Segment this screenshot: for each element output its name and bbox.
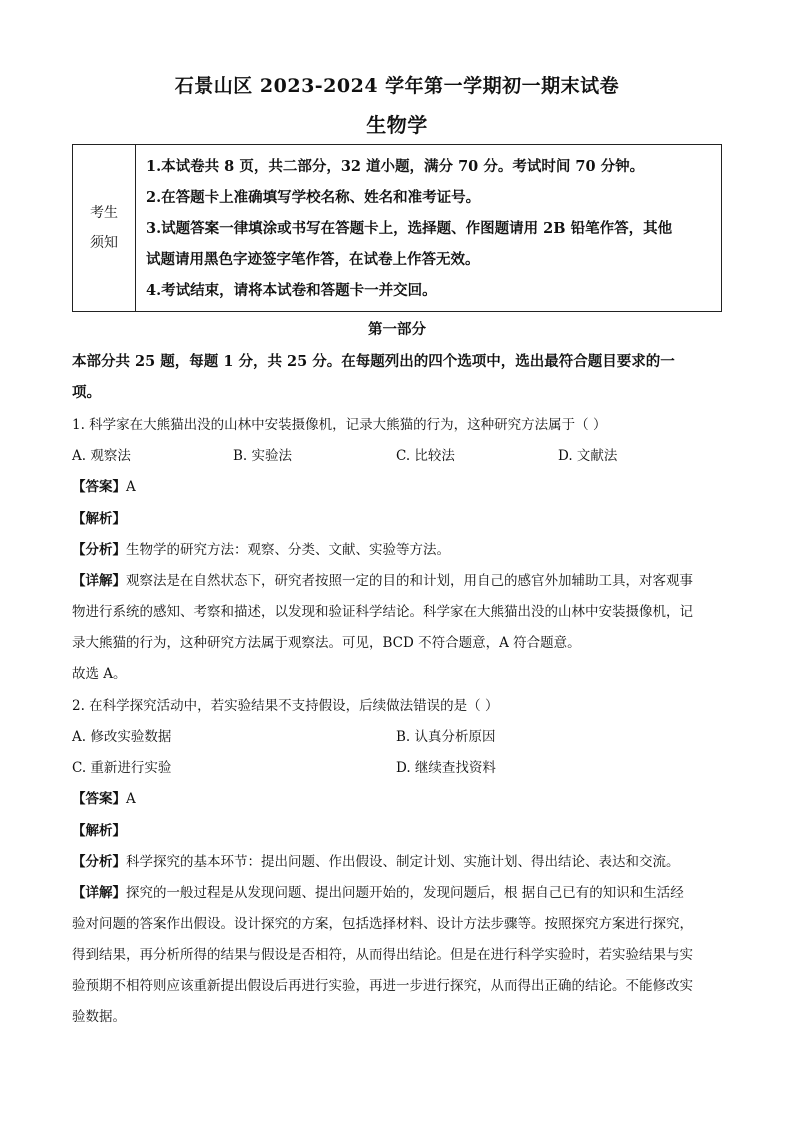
answer-value: A <box>126 791 136 807</box>
notice-item: 4.考试结束，请将本试卷和答题卡一并交回。 <box>146 281 437 299</box>
notice-table <box>72 144 722 312</box>
question-2-analysis <box>72 819 126 839</box>
part-intro-line2: 项。 <box>72 384 101 401</box>
question-1-detail-line: 故选 A。 <box>72 666 127 682</box>
fenxi-text: 科学探究的基本环节：提出问题、作出假设、制定计划、实施计划、得出结论、表达和交流。 <box>126 854 680 870</box>
notice-item: 试题请用黑色字迹签字笔作答，在试卷上作答无效。 <box>146 250 480 268</box>
detail-text: 观察法是在自然状态下，研究者按照一定的目的和计划，用自己的感官外加辅助工具，对客观事 <box>126 573 693 589</box>
answer-tag: 【答案】 <box>72 791 126 807</box>
analysis-tag: 【解析】 <box>72 511 126 527</box>
question-2-option-b: B. 认真分析原因 <box>396 729 496 745</box>
fenxi-tag: 【分析】 <box>72 542 126 558</box>
question-1-stem: 1. 科学家在大熊猫出没的山林中安装摄像机，记录大熊猫的行为，这种研究方法属于（ ） <box>72 417 607 433</box>
notice-label-line2: 须知 <box>90 235 118 251</box>
question-2-option-c: C. 重新进行实验 <box>72 760 172 776</box>
question-2-answer <box>72 787 136 807</box>
fenxi-text: 生物学的研究方法：观察、分类、文献、实验等方法。 <box>126 542 450 558</box>
question-2-detail-line: 验数据。 <box>72 1009 126 1025</box>
analysis-tag: 【解析】 <box>72 823 126 839</box>
detail-tag: 【详解】 <box>72 573 126 589</box>
answer-tag: 【答案】 <box>72 479 126 495</box>
exam-title: 石景山区 2023-2024 学年第一学期初一期末试卷 <box>174 75 620 97</box>
question-1-option-c: C. 比较法 <box>396 448 455 464</box>
question-1-detail-line <box>72 569 693 589</box>
part-title: 第一部分 <box>368 321 426 338</box>
part-intro-line1: 本部分共 25 题，每题 1 分，共 25 分。在每题列出的四个选项中，选出最符合题目要求的一 <box>72 353 675 370</box>
notice-item: 2.在答题卡上准确填写学校名称、姓名和准考证号。 <box>146 188 481 206</box>
question-1-answer <box>72 475 136 495</box>
notice-label-line1: 考生 <box>90 205 118 221</box>
question-2-option-d: D. 继续查找资料 <box>396 760 496 776</box>
question-1-option-a: A. 观察法 <box>72 448 131 464</box>
subject-title: 生物学 <box>366 113 428 137</box>
detail-text: 探究的一般过程是从发现问题、提出问题开始的，发现问题后，根 据自己已有的知识和生活经 <box>126 885 684 901</box>
notice-item: 3.试题答案一律填涂或书写在答题卡上，选择题、作图题请用 2B 铅笔作答，其他 <box>146 219 673 237</box>
question-1-detail-line: 物进行系统的感知、考察和描述，以发现和验证科学结论。科学家在大熊猫出没的山林中安装摄像机，记 <box>72 604 693 620</box>
notice-label <box>73 145 136 312</box>
question-2-option-a: A. 修改实验数据 <box>72 729 172 745</box>
notice-items <box>136 145 722 312</box>
question-2-detail-line <box>72 881 684 901</box>
question-1-option-d: D. 文献法 <box>558 448 618 464</box>
question-1-detail-line: 录大熊猫的行为，这种研究方法属于观察法。可见，BCD 不符合题意，A 符合题意。 <box>72 635 581 651</box>
question-2-stem: 2. 在科学探究活动中，若实验结果不支持假设，后续做法错误的是（ ） <box>72 698 499 714</box>
question-1-fenxi <box>72 538 450 558</box>
answer-value: A <box>126 479 136 495</box>
question-1-analysis <box>72 507 126 527</box>
question-2-fenxi <box>72 850 680 870</box>
detail-tag: 【详解】 <box>72 885 126 901</box>
question-1-option-b: B. 实验法 <box>233 448 293 464</box>
question-2-detail-line: 验对问题的答案作出假设。设计探究的方案，包括选择材料、设计方法步骤等。按照探究方案进行探究， <box>72 916 693 932</box>
notice-item: 1.本试卷共 8 页，共二部分，32 道小题，满分 70 分。考试时间 70 分钟。 <box>146 157 645 175</box>
fenxi-tag: 【分析】 <box>72 854 126 870</box>
question-2-detail-line: 得到结果，再分析所得的结果与假设是否相符，从而得出结论。但是在进行科学实验时，若实验结果与实 <box>72 947 693 963</box>
question-2-detail-line: 验预期不相符则应该重新提出假设后再进行实验，再进一步进行探究，从而得出正确的结论。不能修改实 <box>72 978 693 994</box>
